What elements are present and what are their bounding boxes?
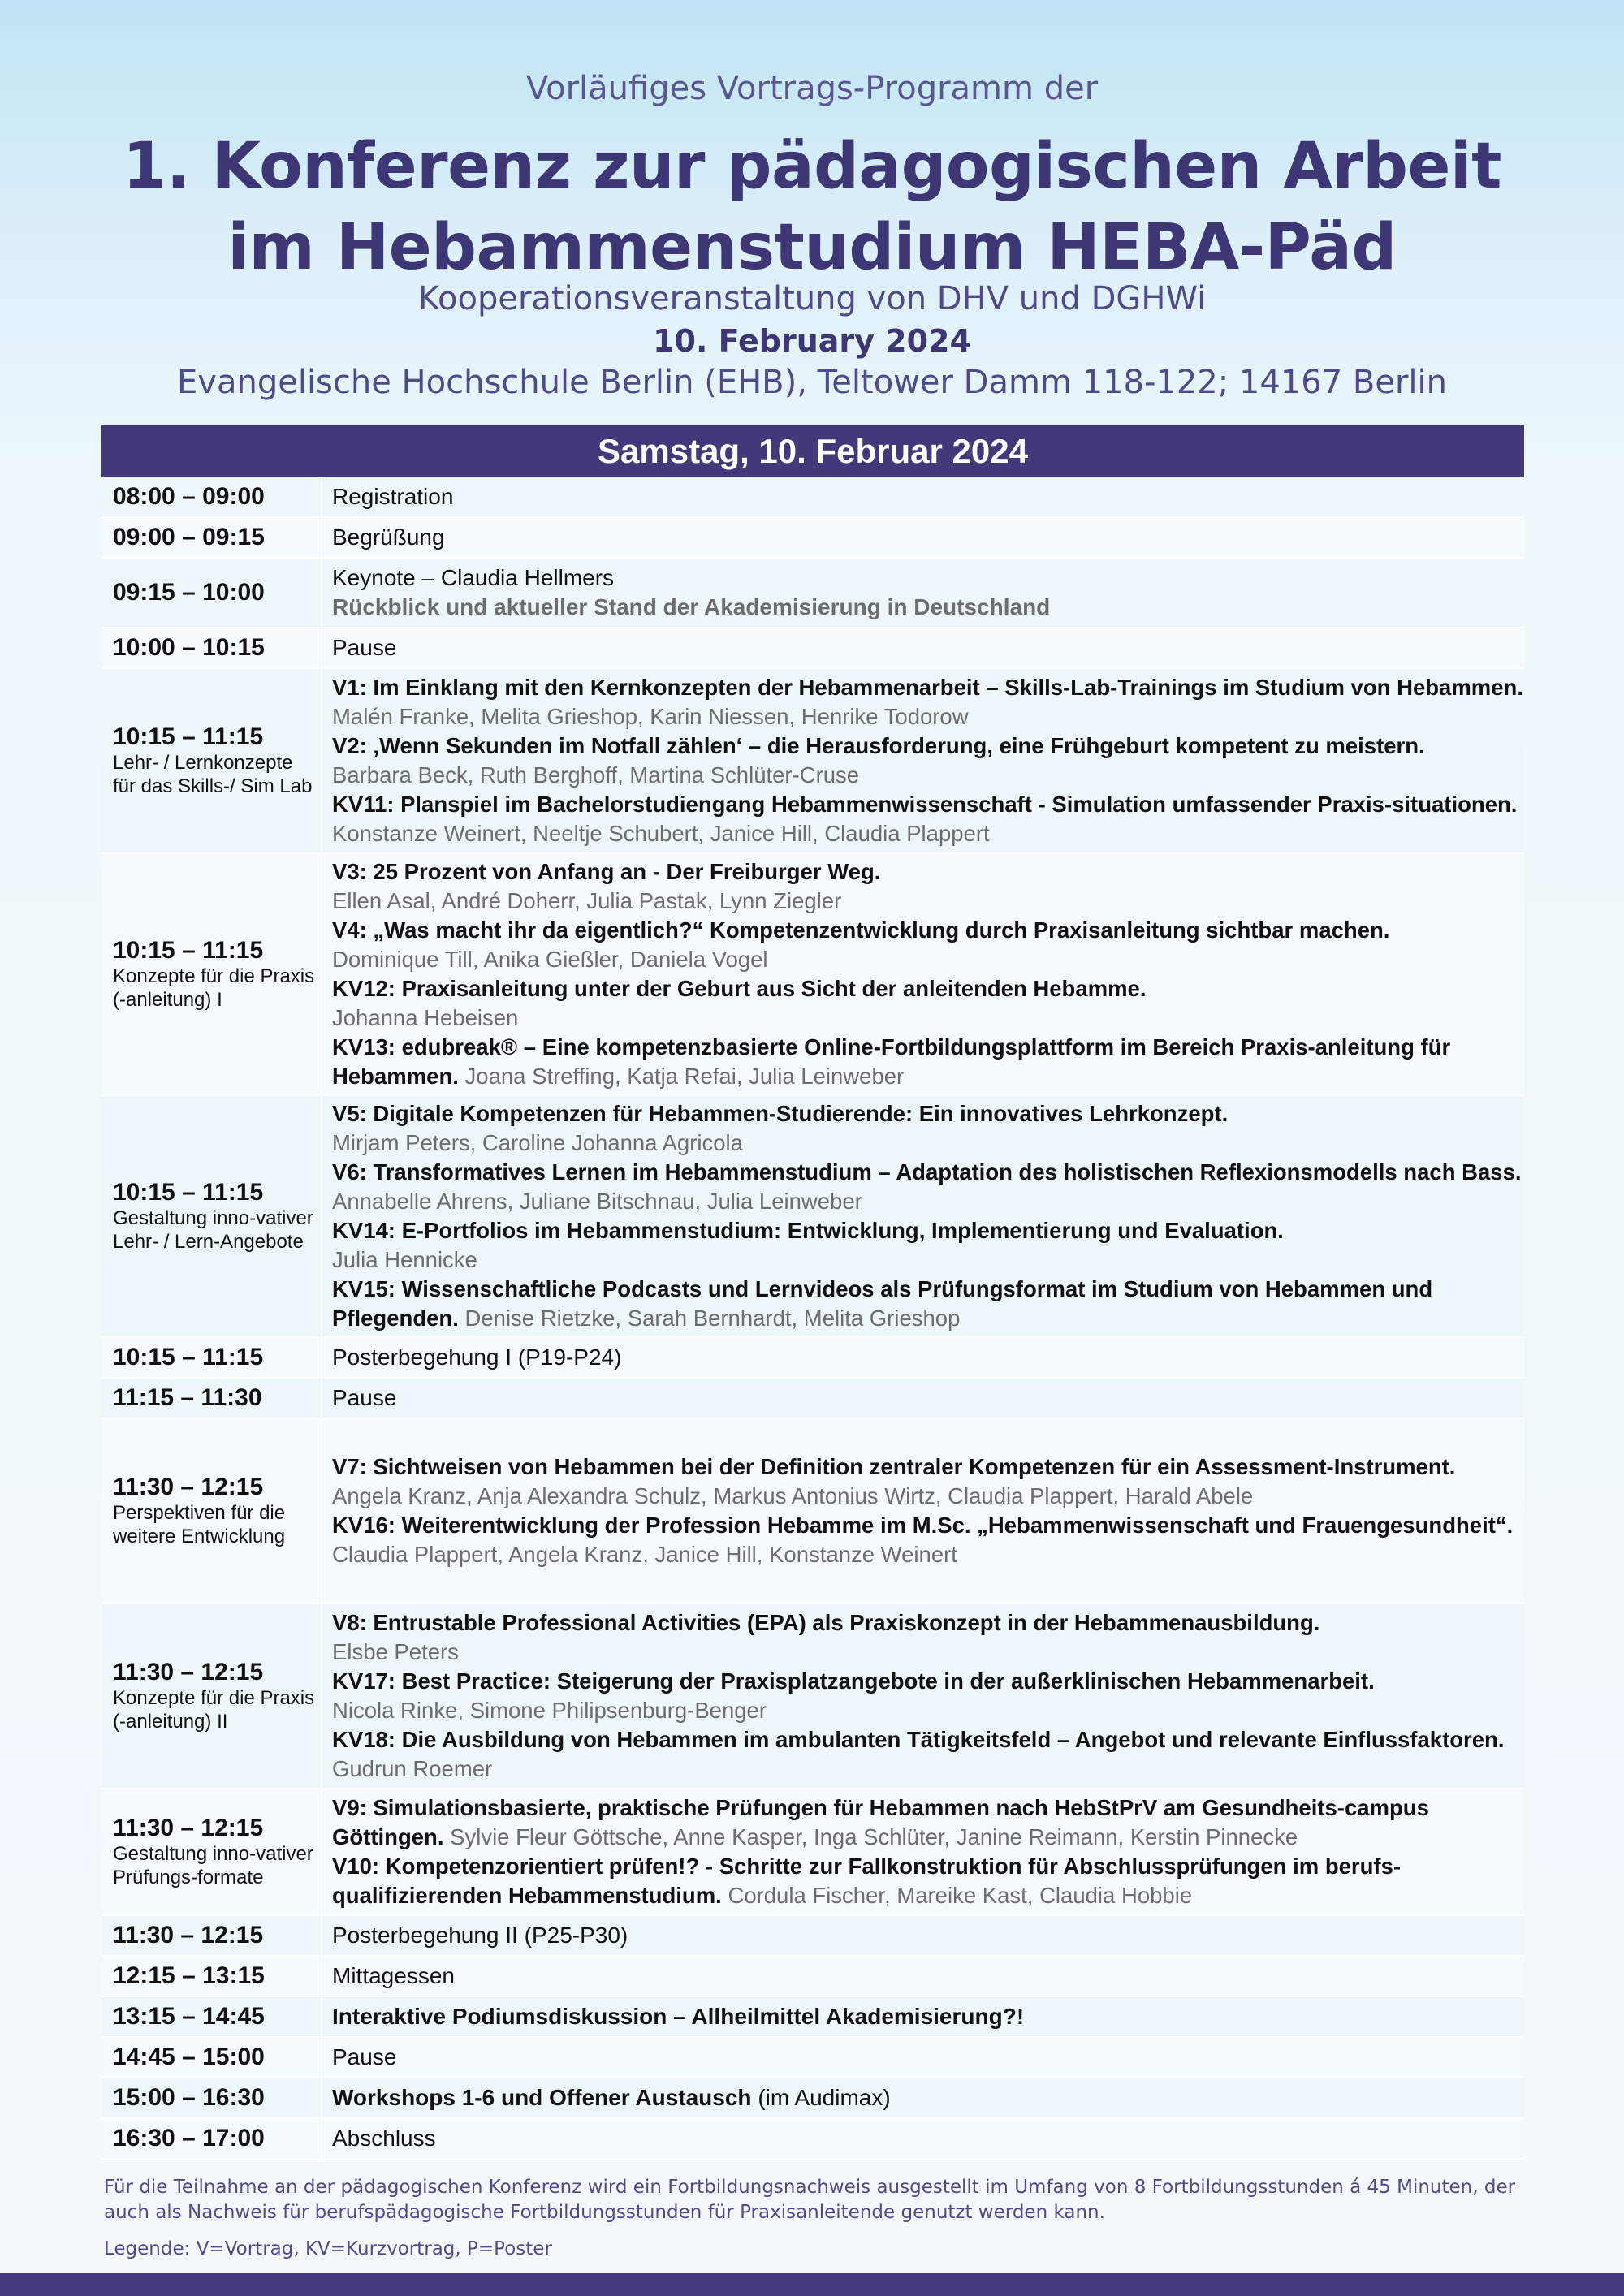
- desc-cell: [322, 2119, 1524, 2158]
- time-cell: [102, 2038, 322, 2077]
- desc-cell: [322, 1789, 1524, 1914]
- desc-cell: [322, 477, 1524, 516]
- schedule-row: [102, 1789, 1524, 1916]
- time-slot: 09:00 – 09:15: [113, 524, 265, 550]
- schedule-row: [102, 1997, 1524, 2038]
- track-label: Perspektiven für die weitere Entwicklung: [113, 1502, 286, 1547]
- desc-cell: [322, 1916, 1524, 1955]
- conference-title-line1: 1. Konferenz zur pädagogischen Arbeit: [123, 130, 1501, 203]
- time-cell: [102, 1419, 322, 1603]
- talk-authors: Malén Franke, Melita Grieshop, Karin Niessen, Henrike Todorow: [332, 704, 969, 729]
- time-cell: [102, 1789, 322, 1914]
- desc-cell: [322, 669, 1524, 852]
- schedule-row: [102, 1604, 1524, 1789]
- session-location: (im Audimax): [758, 2085, 891, 2110]
- time-slot: 11:15 – 11:30: [113, 1384, 262, 1411]
- talk-title: KV13: edubreak® – Eine kompetenzbasierte Online-Fortbildungsplattform im Bereich Praxis-anleitung für Hebammen.: [332, 1034, 1451, 1089]
- talk-authors: Johanna Hebeisen: [332, 1005, 519, 1030]
- time-slot: 08:00 – 09:00: [113, 483, 265, 510]
- session-title: Workshops 1-6 und Offener Austausch: [332, 2085, 752, 2110]
- schedule-table: [102, 425, 1524, 2160]
- schedule-row: [102, 2078, 1524, 2119]
- schedule-row: [102, 518, 1524, 559]
- time-cell: [102, 2119, 322, 2158]
- talk-item: [332, 1793, 1524, 1852]
- schedule-row: [102, 477, 1524, 518]
- talk-authors: Denise Rietzke, Sarah Bernhardt, Melita Grieshop: [464, 1306, 961, 1331]
- talk-title: KV14: E-Portfolios im Hebammenstudium: Entwicklung, Implementierung und Evaluation.: [332, 1218, 1284, 1243]
- schedule-row: [102, 1419, 1524, 1604]
- time-slot: 12:15 – 13:15: [113, 1962, 265, 1989]
- time-slot: 15:00 – 16:30: [113, 2084, 265, 2111]
- desc-cell: [322, 518, 1524, 557]
- talk-item: [332, 1099, 1524, 1158]
- session-title: Mittagessen: [332, 1963, 455, 1988]
- talk-title: KV15: Wissenschaftliche Podcasts und Lernvideos als Prüfungsformat im Studium von Hebammen und Pflegenden.: [332, 1276, 1433, 1331]
- talk-title: KV16: Weiterentwicklung der Profession Hebamme im M.Sc. „Hebammenwissenschaft und Frauengesundheit“.: [332, 1513, 1514, 1538]
- time-slot: 10:15 – 11:15: [113, 723, 264, 750]
- time-cell: [102, 669, 322, 852]
- talk-title: V9: Simulationsbasierte, praktische Prüfungen für Hebammen nach HebStPrV am Gesundheits-campus Göttingen.: [332, 1795, 1429, 1849]
- session-title: Pause: [332, 635, 397, 660]
- desc-cell: [322, 1379, 1524, 1418]
- time-slot: 09:15 – 10:00: [113, 579, 265, 606]
- talk-title: KV17: Best Practice: Steigerung der Praxisplatzangebote in der außerklinischen Hebammenarbeit.: [332, 1668, 1375, 1694]
- day-header: Samstag, 10. Februar 2024: [102, 425, 1524, 477]
- talk-authors: Konstanze Weinert, Neeltje Schubert, Janice Hill, Claudia Plappert: [332, 821, 990, 846]
- talk-authors: Cordula Fischer, Mareike Kast, Claudia Hobbie: [728, 1883, 1193, 1908]
- time-cell: [102, 1338, 322, 1377]
- time-slot: 10:15 – 11:15: [113, 1179, 264, 1206]
- schedule-row: [102, 1916, 1524, 1957]
- time-slot: 16:30 – 17:00: [113, 2125, 265, 2151]
- venue-line: Evangelische Hochschule Berlin (EHB), Teltower Damm 118-122; 14167 Berlin: [177, 364, 1447, 401]
- time-cell: [102, 559, 322, 627]
- talk-item: [332, 1033, 1524, 1091]
- time-slot: 10:15 – 11:15: [113, 1344, 264, 1370]
- desc-cell: [322, 1096, 1524, 1336]
- talk-item: [332, 916, 1524, 974]
- talk-item: [332, 732, 1524, 790]
- talk-authors: Claudia Plappert, Angela Kranz, Janice Hill, Konstanze Weinert: [332, 1542, 957, 1567]
- talk-authors: Annabelle Ahrens, Juliane Bitschnau, Julia Leinweber: [332, 1189, 862, 1214]
- schedule-row: [102, 1957, 1524, 1997]
- talk-title: V7: Sichtweisen von Hebammen bei der Definition zentraler Kompetenzen für ein Assessment-Instrument.: [332, 1454, 1456, 1479]
- talk-title: KV11: Planspiel im Bachelorstudiengang Hebammenwissenschaft - Simulation umfassender Praxis-situationen.: [332, 792, 1518, 817]
- talk-authors: Elsbe Peters: [332, 1639, 459, 1664]
- talk-item: [332, 1725, 1524, 1784]
- talk-authors: Angela Kranz, Anja Alexandra Schulz, Markus Antonius Wirtz, Claudia Plappert, Harald Abele: [332, 1483, 1254, 1508]
- talk-item: [332, 1452, 1524, 1511]
- desc-cell: [322, 628, 1524, 667]
- pretitle: Vorläufiges Vortrags-Programm der: [525, 70, 1099, 107]
- time-slot: 11:30 – 12:15: [113, 1815, 264, 1841]
- desc-cell: [322, 854, 1524, 1094]
- schedule-row: [102, 1338, 1524, 1379]
- time-cell: [102, 628, 322, 667]
- session-title: Interaktive Podiumsdiskussion – Allheilmittel Akademisierung?!: [332, 2004, 1025, 2029]
- talk-title: V8: Entrustable Professional Activities (EPA) als Praxiskonzept in der Hebammenausbildung.: [332, 1610, 1320, 1635]
- session-title: Posterbegehung II (P25-P30): [332, 1923, 628, 1948]
- talk-item: [332, 790, 1524, 848]
- session-title: Keynote – Claudia Hellmers: [332, 565, 615, 590]
- talk-item: [332, 1667, 1524, 1725]
- certificate-note: Für die Teilnahme an der pädagogischen Konferenz wird ein Fortbildungsnachweis ausgestellt im Umfang von 8 Fortbildungsstunden á 45 Minuten, der auch als Nachweis für berufspädagogische Fortbildungsstunden für Praxisanleitende genutzt werden kann.: [104, 2177, 1516, 2223]
- schedule-row: [102, 1096, 1524, 1338]
- time-cell: [102, 1096, 322, 1336]
- time-cell: [102, 854, 322, 1094]
- time-slot: 11:30 – 12:15: [113, 1922, 264, 1949]
- time-slot: 13:15 – 14:45: [113, 2003, 265, 2030]
- time-cell: [102, 2078, 322, 2117]
- talk-authors: Dominique Till, Anika Gießler, Daniela Vogel: [332, 947, 768, 972]
- schedule-row: [102, 559, 1524, 628]
- desc-cell: [322, 1419, 1524, 1603]
- time-cell: [102, 1916, 322, 1955]
- schedule-row: [102, 628, 1524, 669]
- session-subtitle: Rückblick und aktueller Stand der Akademisierung in Deutschland: [332, 594, 1051, 619]
- cooperation-line: Kooperationsveranstaltung von DHV und DGHWi: [417, 280, 1207, 317]
- talk-title: V10: Kompetenzorientiert prüfen!? - Schritte zur Fallkonstruktion für Abschlussprüfungen im berufs-qualifizierenden Hebammenstudium.: [332, 1854, 1402, 1908]
- talk-title: V3: 25 Prozent von Anfang an - Der Freiburger Weg.: [332, 859, 881, 884]
- desc-cell: [322, 1957, 1524, 1996]
- talk-item: [332, 974, 1524, 1033]
- time-slot: 10:15 – 11:15: [113, 937, 264, 964]
- session-title: Posterbegehung I (P19-P24): [332, 1344, 622, 1370]
- time-slot: 14:45 – 15:00: [113, 2044, 265, 2070]
- talk-authors: Barbara Beck, Ruth Berghoff, Martina Schlüter-Cruse: [332, 762, 860, 788]
- talk-title: KV18: Die Ausbildung von Hebammen im ambulanten Tätigkeitsfeld – Angebot und relevante Einflussfaktoren.: [332, 1727, 1505, 1752]
- session-title: Abschluss: [332, 2126, 436, 2151]
- talk-item: [332, 1608, 1524, 1667]
- conference-date: 10. February 2024: [653, 323, 971, 359]
- talk-authors: Julia Hennicke: [332, 1247, 477, 1272]
- legend: Legende: V=Vortrag, KV=Kurzvortrag, P=Poster: [104, 2238, 552, 2259]
- talk-title: KV12: Praxisanleitung unter der Geburt aus Sicht der anleitenden Hebamme.: [332, 976, 1147, 1001]
- schedule-row: [102, 669, 1524, 854]
- time-slot: 11:30 – 12:15: [113, 1659, 264, 1685]
- desc-cell: [322, 1604, 1524, 1788]
- talk-title: V5: Digitale Kompetenzen für Hebammen-Studierende: Ein innovatives Lehrkonzept.: [332, 1101, 1229, 1126]
- track-label: Konzepte für die Praxis (-anleitung) II: [113, 1687, 315, 1733]
- session-title: Pause: [332, 1385, 397, 1410]
- desc-cell: [322, 559, 1524, 627]
- time-slot: 10:00 – 10:15: [113, 634, 265, 661]
- talk-item: [332, 857, 1524, 916]
- time-cell: [102, 1379, 322, 1418]
- talk-title: V4: „Was macht ihr da eigentlich?“ Kompetenzentwicklung durch Praxisanleitung sichtbar machen.: [332, 917, 1390, 943]
- talk-item: [332, 1511, 1524, 1569]
- schedule-row: [102, 2119, 1524, 2160]
- talk-authors: Sylvie Fleur Göttsche, Anne Kasper, Inga Schlüter, Janine Reimann, Kerstin Pinnecke: [450, 1824, 1298, 1849]
- time-cell: [102, 518, 322, 557]
- talk-authors: Gudrun Roemer: [332, 1756, 493, 1781]
- desc-cell: [322, 2038, 1524, 2077]
- session-title: Begrüßung: [332, 524, 445, 550]
- time-cell: [102, 1604, 322, 1788]
- track-label: Gestaltung inno-vativer Lehr- / Lern-Angebote: [113, 1207, 313, 1253]
- talk-authors: Joana Streffing, Katja Refai, Julia Leinweber: [464, 1064, 905, 1089]
- talk-item: [332, 1158, 1524, 1216]
- talk-item: [332, 673, 1524, 732]
- session-title: Pause: [332, 2044, 397, 2069]
- talk-item: [332, 1275, 1524, 1333]
- track-label: Konzepte für die Praxis (-anleitung) I: [113, 965, 315, 1011]
- time-slot: 11:30 – 12:15: [113, 1474, 264, 1500]
- talk-title: V2: ‚Wenn Sekunden im Notfall zählen‘ – die Herausforderung, eine Frühgeburt kompetent zu meistern.: [332, 733, 1425, 758]
- time-cell: [102, 477, 322, 516]
- schedule-row: [102, 1379, 1524, 1419]
- schedule-row: [102, 2038, 1524, 2078]
- schedule-row: [102, 854, 1524, 1096]
- desc-cell: [322, 1997, 1524, 2036]
- page-footer: [104, 2175, 1533, 2262]
- session-title-wrap: [332, 2085, 1524, 2111]
- bottom-band: [0, 2273, 1624, 2296]
- time-cell: [102, 1957, 322, 1996]
- session-title: Registration: [332, 484, 454, 509]
- conference-title-line2: im Hebammenstudium HEBA-Päd: [227, 211, 1397, 284]
- track-label: Lehr- / Lernkonzepte für das Skills-/ Sim Lab: [113, 752, 313, 797]
- time-cell: [102, 1997, 322, 2036]
- track-label: Gestaltung inno-vativer Prüfungs-formate: [113, 1843, 313, 1888]
- talk-title: V1: Im Einklang mit den Kernkonzepten der Hebammenarbeit – Skills-Lab-Trainings im Studium von Hebammen.: [332, 675, 1523, 700]
- talk-item: [332, 1852, 1524, 1910]
- desc-cell: [322, 1338, 1524, 1377]
- talk-authors: Nicola Rinke, Simone Philipsenburg-Benger: [332, 1698, 767, 1723]
- talk-authors: Ellen Asal, André Doherr, Julia Pastak, Lynn Ziegler: [332, 888, 842, 913]
- desc-cell: [322, 2078, 1524, 2117]
- talk-title: V6: Transformatives Lernen im Hebammenstudium – Adaptation des holistischen Reflexionsmodells nach Bass.: [332, 1159, 1522, 1185]
- talk-authors: Mirjam Peters, Caroline Johanna Agricola: [332, 1130, 743, 1155]
- talk-item: [332, 1216, 1524, 1275]
